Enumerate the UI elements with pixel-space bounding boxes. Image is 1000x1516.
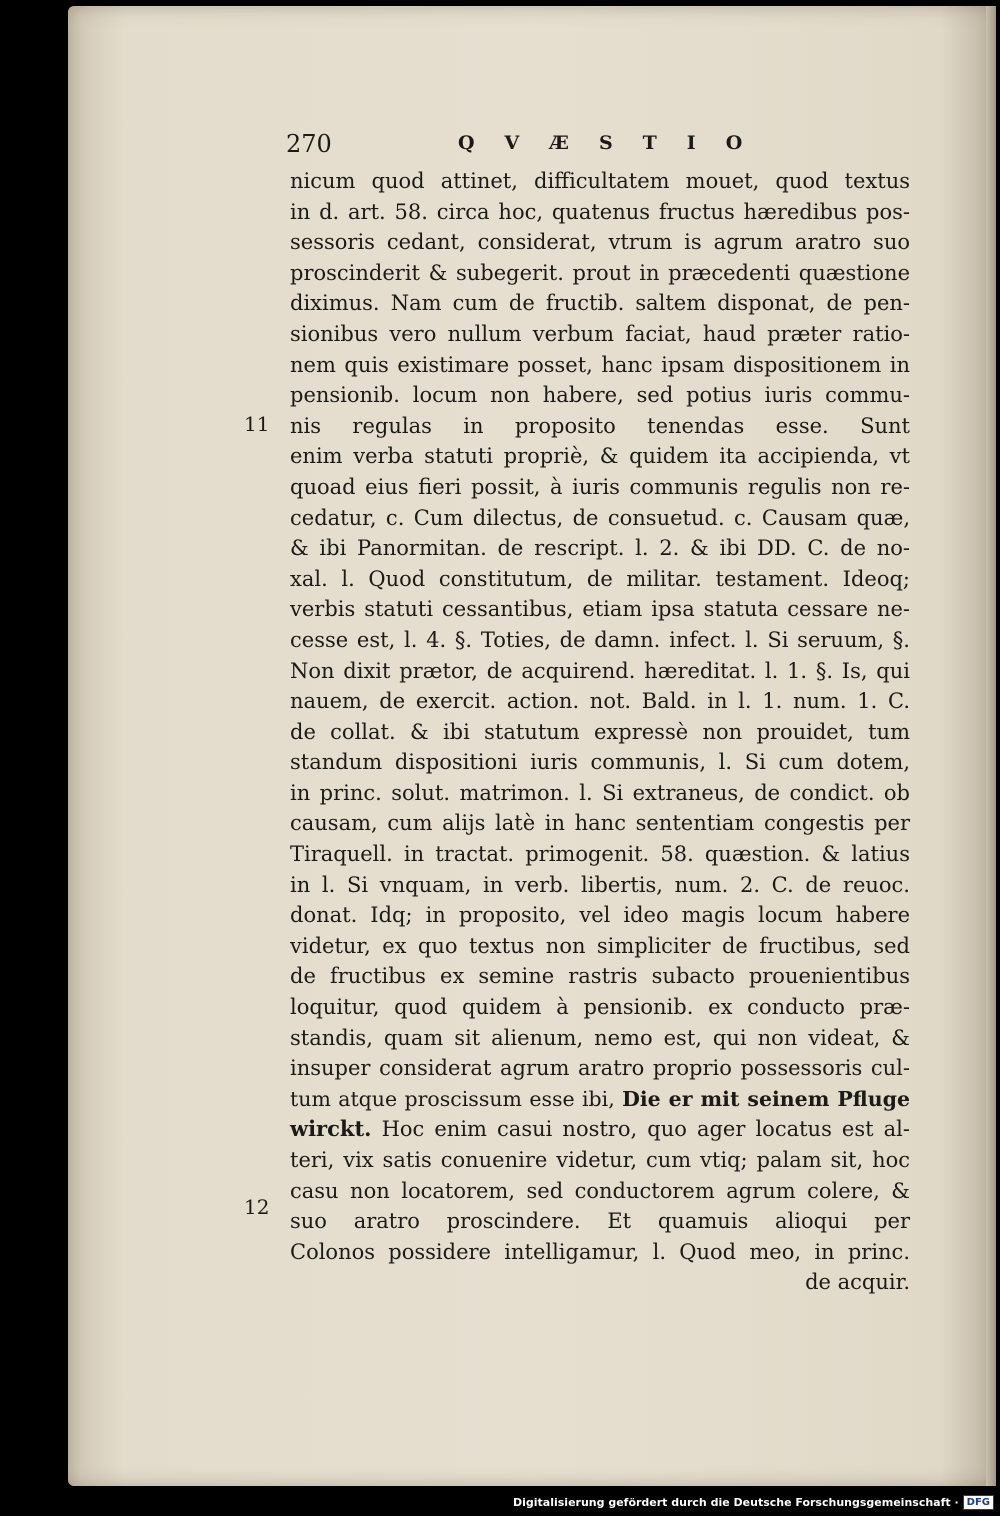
text-line: & ibi Panormitan. de rescript. l. 2. & ibi DD. C. de no- — [290, 536, 910, 561]
body-text — [290, 166, 910, 1298]
text-line: verbis statuti cessantibus, etiam ipsa statuta cessare ne- — [290, 597, 910, 622]
running-title: QVÆSTIO — [458, 132, 773, 154]
text-line: suo aratro proscindere. Et quamuis alioqui per — [290, 1209, 910, 1234]
text-line: diximus. Nam cum de fructib. saltem disponat, de pen- — [290, 291, 910, 316]
text-line: cesse est, l. 4. §. Toties, de damn. infect. l. Si seruum, §. — [290, 627, 910, 652]
text-line: sessoris cedant, considerat, vtrum is agrum aratro suo — [290, 230, 910, 255]
dfg-logo-icon: DFG — [963, 1495, 994, 1510]
gothic-phrase: Die er mit seinem Pfluge — [622, 1086, 910, 1111]
text-line: standum dispositioni iuris communis, l. Si cum dotem, — [290, 750, 910, 775]
text-line: donat. Idq; in proposito, vel ideo magis locum habere — [290, 903, 910, 928]
running-head — [286, 130, 926, 160]
page-number: 270 — [286, 130, 332, 158]
text-line: sionibus vero nullum verbum faciat, haud præter ratio- — [290, 321, 910, 346]
text-line: de collat. & ibi statutum expressè non prouidet, tum — [290, 719, 910, 744]
text-line: standis, quam sit alienum, nemo est, qui non videat, & — [290, 1025, 910, 1050]
text-line: in princ. solut. matrimon. l. Si extraneus, de condict. ob — [290, 780, 910, 805]
text-line: proscinderit & subegerit. prout in præcedenti quæstione — [290, 260, 910, 285]
text-line: cedatur, c. Cum dilectus, de consuetud. c. Causam quæ, — [290, 505, 910, 530]
text-segment: Hoc enim casui nostro, quo ager locatus est al- — [381, 1117, 910, 1142]
text-line: in d. art. 58. circa hoc, quatenus fructus hæredibus pos- — [290, 199, 910, 224]
text-line: casu non locatorem, sed conductorem agrum colere, & — [290, 1178, 910, 1203]
marginal-number: 12 — [244, 1195, 270, 1219]
page-edge — [986, 6, 996, 1486]
text-line: teri, vix satis conuenire videtur, cum vtiq; palam sit, hoc — [290, 1148, 910, 1172]
text-line: pensionib. locum non habere, sed potius iuris commu- — [290, 383, 910, 408]
text-line: de fructibus ex semine rastris subacto prouenientibus — [290, 964, 910, 989]
text-line: nis regulas in proposito tenendas esse. Sunt — [290, 413, 910, 438]
footer-credit — [513, 1495, 994, 1510]
catchword: de acquir. — [805, 1270, 910, 1295]
footer-text: Digitalisierung gefördert durch die Deutsche Forschungsgemeinschaft · — [512, 1496, 959, 1509]
text-line: Tiraquell. in tractat. primogenit. 58. quæstion. & latius — [290, 842, 910, 867]
marginal-number: 11 — [244, 412, 270, 436]
text-line: loquitur, quod quidem à pensionib. ex conducto præ- — [290, 995, 910, 1020]
text-line: enim verba statuti propriè, & quidem ita accipienda, vt — [290, 444, 910, 469]
text-line: quoad eius fieri possit, à iuris communis regulis non re- — [290, 474, 910, 499]
text-segment: tum atque proscissum esse ibi, — [290, 1086, 615, 1111]
text-line: causam, cum alijs latè in hanc sententiam congestis per — [290, 811, 910, 836]
text-line: Colonos possidere intelligamur, l. Quod meo, in princ. — [290, 1239, 910, 1264]
gothic-phrase: wirckt. — [290, 1116, 372, 1142]
text-line: nicum quod attinet, difficultatem mouet, quod textus — [290, 169, 910, 193]
text-line: nauem, de exercit. action. not. Bald. in l. 1. num. 1. C. — [290, 689, 910, 714]
text-line-with-gothic — [290, 1084, 910, 1115]
text-line: xal. l. Quod constitutum, de militar. testament. Ideoq; — [290, 566, 910, 591]
text-line: nem quis existimare posset, hanc ipsam dispositionem in — [290, 352, 910, 377]
text-line: videtur, ex quo textus non simpliciter de fructibus, sed — [290, 933, 910, 958]
text-line: insuper considerat agrum aratro proprio possessoris cul- — [290, 1056, 910, 1081]
text-line: Non dixit prætor, de acquirend. hæreditat. l. 1. §. Is, qui — [290, 658, 910, 683]
text-line: in l. Si vnquam, in verb. libertis, num. 2. C. de reuoc. — [290, 872, 910, 897]
text-line-with-gothic — [290, 1114, 910, 1145]
